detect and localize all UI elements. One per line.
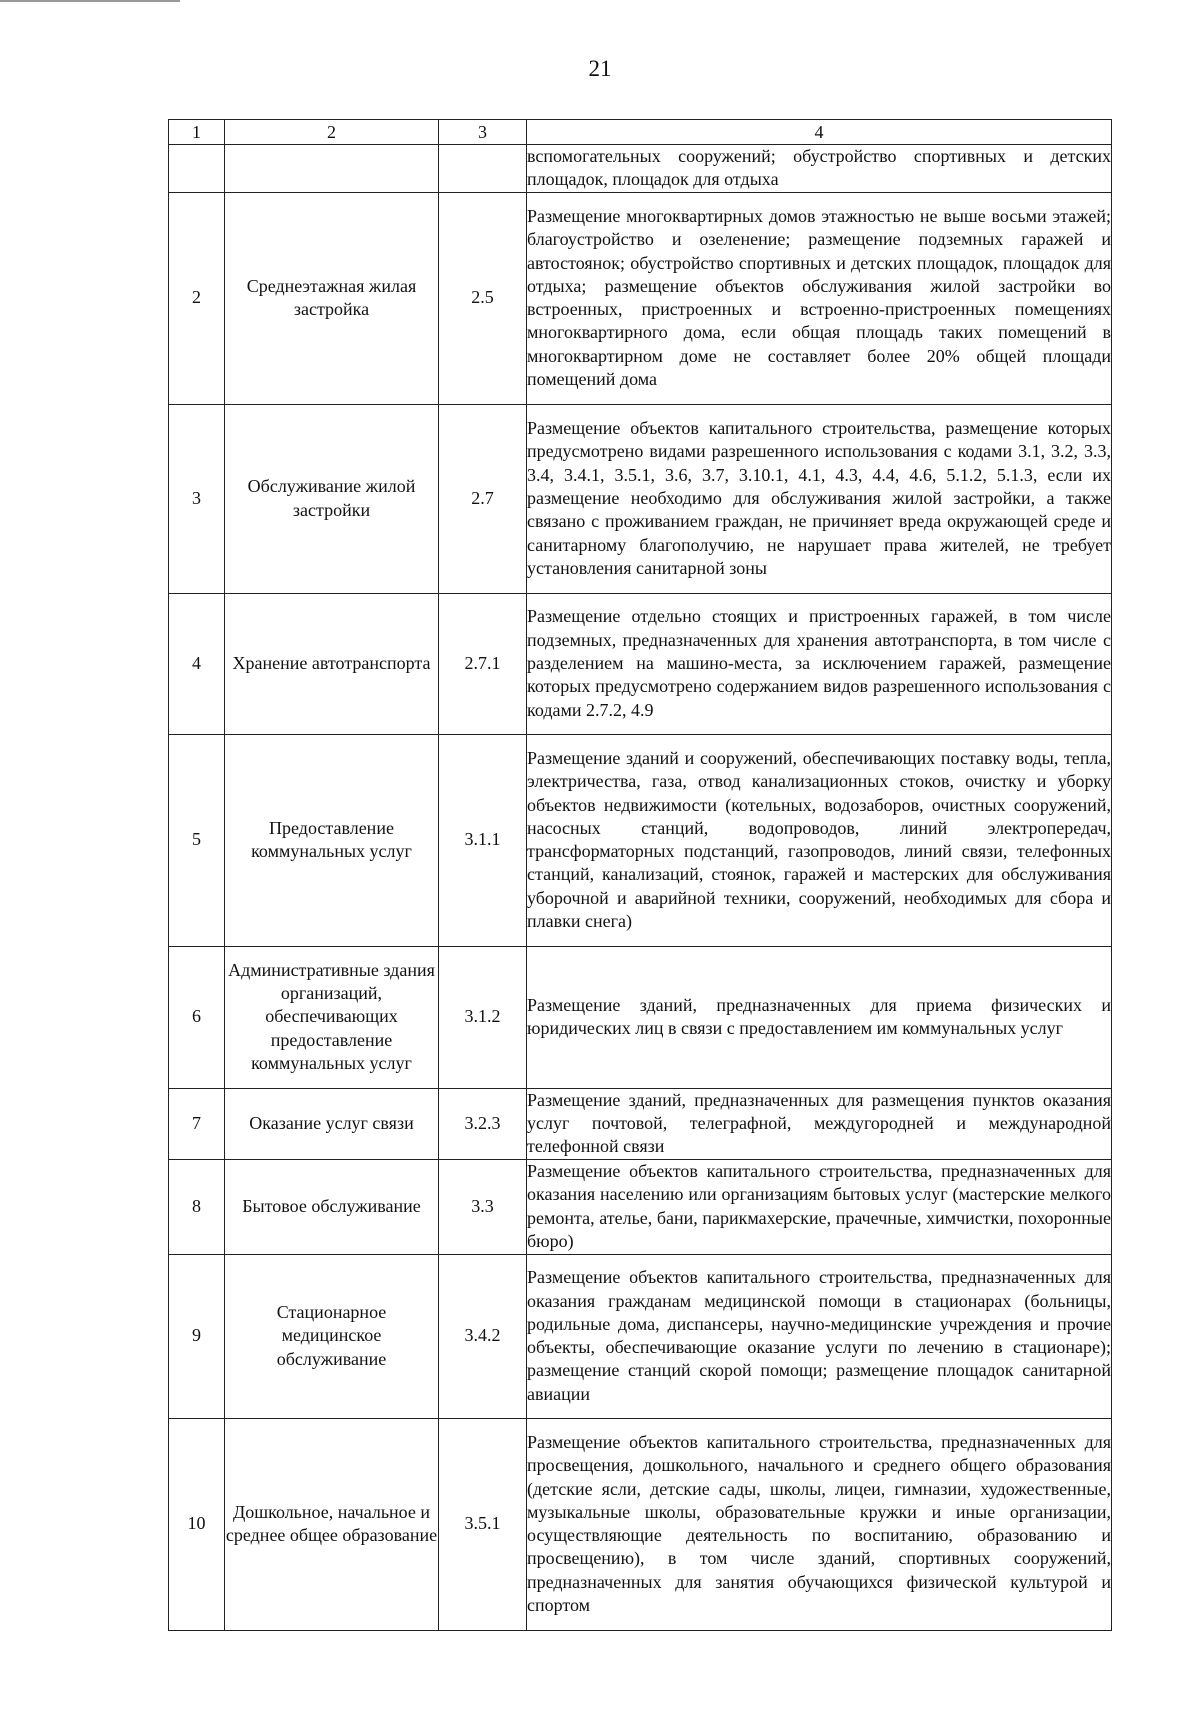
land-use-description: Размещение многоквартирных домов этажностью не выше восьми этажей; благоустройство и озеленение; размещение подземных гаражей и автостоянок; обустройство спортивных и детских площадок, площадок для отдыха; размещение объектов обслуживания жилой застройки во встроенных, пристроенных и встроенно-пристроенных помещениях многоквартирного дома, если общая площадь таких помещений в многоквартирном доме не составляет более 20% общей площади помещений дома <box>527 192 1112 404</box>
land-use-description: Размещение зданий, предназначенных для размещения пунктов оказания услуг почтовой, телеграфной, междугородней и международной телефонной связи <box>527 1088 1112 1159</box>
row-number: 3 <box>169 404 225 593</box>
land-use-description: Размещение объектов капитального строительства, предназначенных для оказания населению или организациям бытовых услуг (мастерские мелкого ремонта, ателье, бани, парикмахерские, прачечные, химчистки, похоронные бюро) <box>527 1159 1112 1254</box>
land-use-name: Хранение автотранспорта <box>225 593 439 734</box>
land-use-name: Стационарное медицинское обслуживание <box>225 1254 439 1418</box>
row-number: 10 <box>169 1418 225 1630</box>
land-use-code: 3.1.2 <box>439 946 527 1088</box>
table-row <box>169 145 1112 193</box>
table-header-row <box>169 120 1112 145</box>
land-use-name: Среднеэтажная жилая застройка <box>225 192 439 404</box>
land-use-description: Размещение объектов капитального строительства, размещение которых предусмотрено видами разрешенного использования с кодами 3.1, 3.2, 3.3, 3.4, 3.4.1, 3.5.1, 3.6, 3.7, 3.10.1, 4.1, 4.3, 4.4, 4.6, 5.1.2, 5.1.3, если их размещение необходимо для обслуживания жилой застройки, а также связано с проживанием граждан, не причиняет вреда окружающей среде и санитарному благополучию, не нарушает права жителей, не требует установления санитарной зоны <box>527 404 1112 593</box>
table-row <box>169 1159 1112 1254</box>
land-use-description: Размещение объектов капитального строительства, предназначенных для оказания гражданам медицинской помощи в стационарах (больницы, родильные дома, диспансеры, научно-медицинские учреждения и прочие объекты, обеспечивающие оказание услуги по лечению в стационаре); размещение станций скорой помощи; размещение площадок санитарной авиации <box>527 1254 1112 1418</box>
land-use-description: Размещение отдельно стоящих и пристроенных гаражей, в том числе подземных, предназначенных для хранения автотранспорта, в том числе с разделением на машино-места, за исключением гаражей, размещение которых предусмотрено содержанием видов разрешенного использования с кодами 2.7.2, 4.9 <box>527 593 1112 734</box>
land-use-name: Административные здания организаций, обеспечивающих предоставление коммунальных услуг <box>225 946 439 1088</box>
land-use-description: вспомогательных сооружений; обустройство спортивных и детских площадок, площадок для отдыха <box>527 145 1112 193</box>
scan-edge-mark <box>0 0 180 2</box>
land-use-description: Размещение зданий, предназначенных для приема физических и юридических лиц в связи с предоставлением им коммунальных услуг <box>527 946 1112 1088</box>
row-number: 9 <box>169 1254 225 1418</box>
row-number: 2 <box>169 192 225 404</box>
land-use-description: Размещение зданий и сооружений, обеспечивающих поставку воды, тепла, электричества, газа, отвод канализационных стоков, очистку и уборку объектов недвижимости (котельных, водозаборов, очистных сооружений, насосных станций, водопроводов, линий электропередач, трансформаторных подстанций, газопроводов, линий связи, телефонных станций, канализаций, стоянок, гаражей и мастерских для обслуживания уборочной и аварийной техники, сооружений, необходимых для сбора и плавки снега) <box>527 734 1112 946</box>
land-use-code: 3.3 <box>439 1159 527 1254</box>
row-number: 8 <box>169 1159 225 1254</box>
header-cell-4: 4 <box>527 120 1112 145</box>
table-row <box>169 593 1112 734</box>
table-row <box>169 192 1112 404</box>
row-number: 5 <box>169 734 225 946</box>
table-row <box>169 1088 1112 1159</box>
header-cell-3: 3 <box>439 120 527 145</box>
land-use-code: 3.4.2 <box>439 1254 527 1418</box>
table-row <box>169 734 1112 946</box>
land-use-name: Обслуживание жилой застройки <box>225 404 439 593</box>
table-row <box>169 1418 1112 1630</box>
table-row <box>169 946 1112 1088</box>
page-number: 21 <box>588 56 612 81</box>
land-use-code <box>439 145 527 193</box>
land-use-name: Дошкольное, начальное и среднее общее образование <box>225 1418 439 1630</box>
land-use-code: 2.5 <box>439 192 527 404</box>
table-row <box>169 404 1112 593</box>
row-number: 7 <box>169 1088 225 1159</box>
header-cell-2: 2 <box>225 120 439 145</box>
header-cell-1: 1 <box>169 120 225 145</box>
row-number: 6 <box>169 946 225 1088</box>
land-use-name: Оказание услуг связи <box>225 1088 439 1159</box>
land-use-code: 2.7.1 <box>439 593 527 734</box>
land-use-code: 3.5.1 <box>439 1418 527 1630</box>
land-use-code: 2.7 <box>439 404 527 593</box>
table-row <box>169 1254 1112 1418</box>
land-use-name: Предоставление коммунальных услуг <box>225 734 439 946</box>
land-use-code: 3.2.3 <box>439 1088 527 1159</box>
row-number <box>169 145 225 193</box>
land-use-table <box>168 119 1112 1631</box>
land-use-code: 3.1.1 <box>439 734 527 946</box>
land-use-description: Размещение объектов капитального строительства, предназначенных для просвещения, дошкольного, начального и среднего общего образования (детские ясли, детские сады, школы, лицеи, гимназии, художественные, музыкальные школы, образовательные кружки и иные организации, осуществляющие деятельность по воспитанию, образованию и просвещению), в том числе зданий, спортивных сооружений, предназначенных для занятия обучающихся физической культурой и спортом <box>527 1418 1112 1630</box>
land-use-name: Бытовое обслуживание <box>225 1159 439 1254</box>
row-number: 4 <box>169 593 225 734</box>
land-use-name <box>225 145 439 193</box>
